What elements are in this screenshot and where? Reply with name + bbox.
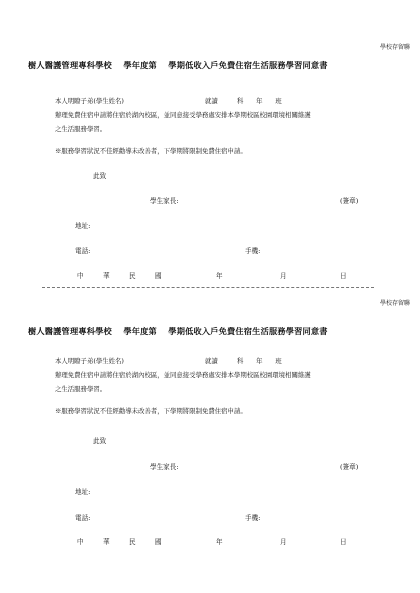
date-char: 國 [155, 272, 162, 280]
consent-form-copy-2 [0, 256, 420, 548]
date-year: 年 [216, 538, 223, 546]
class-info-line: 就讀 科 年 班 [205, 97, 282, 105]
date-year: 年 [216, 272, 223, 280]
date-char: 華 [103, 538, 110, 546]
note-text: ※服務學習狀況不佳經勸導未改善者，下學期將限制免費住宿申請。 [55, 407, 247, 415]
stamp-label: (簽章) [340, 197, 359, 205]
student-name-line: 本人明瞭子弟(學生姓名) [55, 357, 124, 365]
date-char: 中 [77, 538, 84, 546]
address-label: 地址: [75, 222, 91, 230]
agreement-text-line: 之生活服務學習。 [55, 125, 107, 133]
address-label: 地址: [75, 488, 91, 496]
note-text: ※服務學習狀況不佳經勸導未改善者，下學期將限制免費住宿申請。 [55, 147, 247, 155]
stamp-label: (簽章) [340, 463, 359, 471]
mobile-label: 手機: [245, 514, 261, 522]
closing-text: 此致 [93, 437, 107, 445]
form-title: 樹人醫護管理專科學校 學年度第 學期低收入戶免費住宿生活服務學習同意書 [28, 326, 328, 336]
date-char: 民 [129, 538, 136, 546]
consent-form-copy-1 [0, 0, 420, 292]
guardian-label: 學生家長: [150, 463, 179, 471]
guardian-label: 學生家長: [150, 197, 179, 205]
date-char: 民 [129, 272, 136, 280]
class-info-line: 就讀 科 年 班 [205, 357, 282, 365]
closing-text: 此致 [93, 172, 107, 180]
student-name-line: 本人明瞭子弟(學生姓名) [55, 97, 124, 105]
phone-label: 電話: [75, 514, 91, 522]
date-char: 華 [103, 272, 110, 280]
form-title: 樹人醫護管理專科學校 學年度第 學期低收入戶免費住宿生活服務學習同意書 [28, 60, 328, 70]
agreement-text-line: 之生活服務學習。 [55, 385, 107, 393]
agreement-text-line: 辦理免費住宿申請將住宿於湖內校區，並同意接受學務處安排本學期校區校園環境相關維護 [55, 371, 311, 379]
phone-label: 電話: [75, 247, 91, 255]
mobile-label: 手機: [245, 247, 261, 255]
copy-tag: 學校存留聯 [379, 300, 410, 307]
date-month: 月 [280, 272, 287, 280]
date-char: 國 [155, 538, 162, 546]
agreement-text-line: 辦理免費住宿申請將住宿於湖內校區，並同意接受學務處安排本學期校區校園環境相關維護 [55, 111, 311, 119]
date-day: 日 [340, 538, 347, 546]
date-char: 中 [77, 272, 84, 280]
date-day: 日 [340, 272, 347, 280]
copy-tag: 學校存留聯 [379, 44, 410, 51]
date-month: 月 [280, 538, 287, 546]
